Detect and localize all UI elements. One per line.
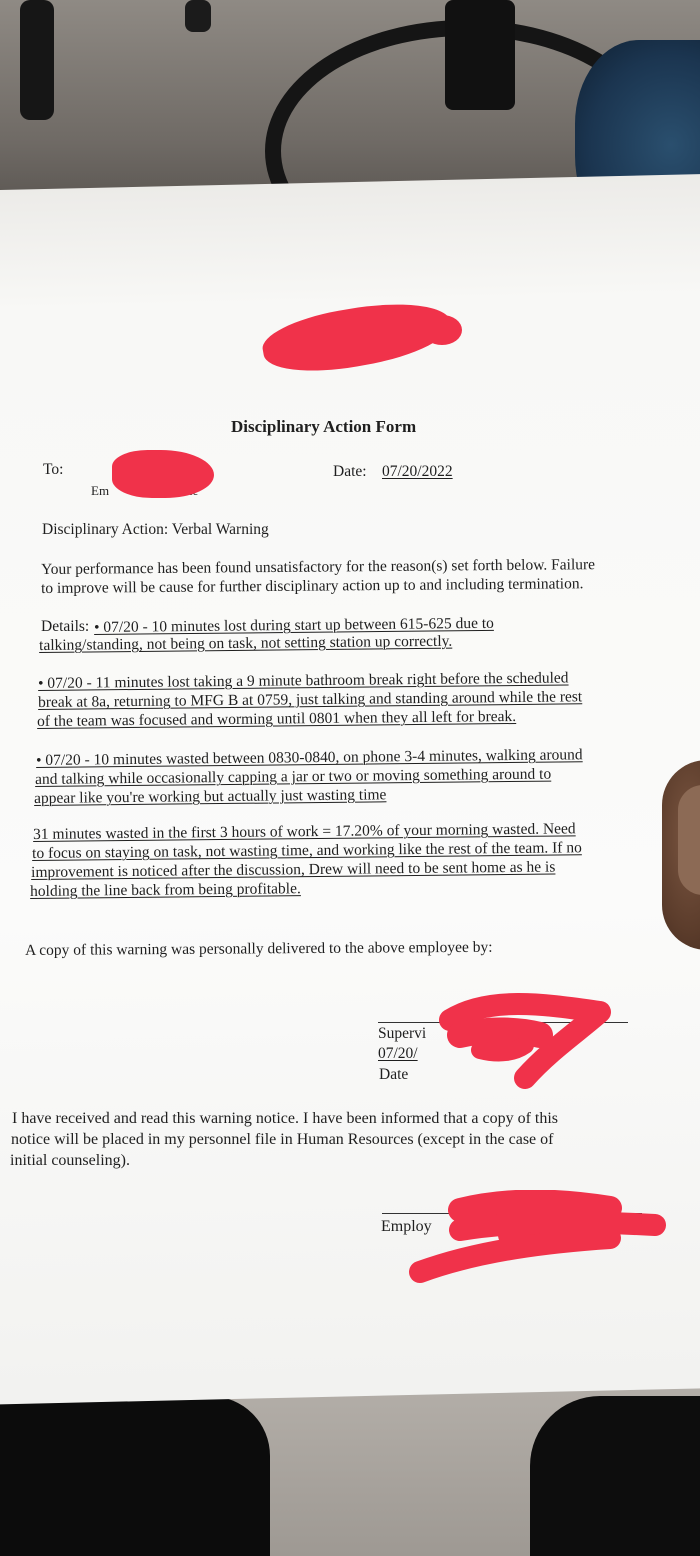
disciplinary-action-line: Disciplinary Action: Verbal Warning (42, 521, 269, 538)
chair-post (445, 0, 515, 110)
delivered-line: A copy of this warning was personally delivered to the above employee by: (25, 938, 493, 959)
summary-line-2: to focus on staying on task, not wasting time, and working like the rest of the team. If no (32, 839, 582, 862)
summary-line-1: 31 minutes wasted in the first 3 hours of work = 17.20% of your morning wasted. Need (33, 820, 576, 843)
employee-name-sublabel-left: Em (91, 483, 110, 498)
intro-line-1: Your performance has been found unsatisfactory for the reason(s) set forth below. Failure (41, 556, 596, 578)
to-label: To: (43, 461, 64, 478)
supervisor-date-value: 07/20/ (378, 1045, 418, 1062)
detail-3-line-1: • 07/20 - 10 minutes wasted between 0830-0840, on phone 3-4 minutes, walking around (36, 746, 583, 769)
thumb-nail (678, 785, 700, 895)
redaction-employee-signature (400, 1190, 670, 1290)
detail-2-line-3: of the team was focused and worming until 0801 when they all left for break. (37, 707, 517, 730)
supervisor-label: Supervi (378, 1025, 427, 1042)
detail-2-line-1: • 07/20 - 11 minutes lost taking a 9 minute bathroom break right before the scheduled (38, 669, 569, 692)
summary-line-3: improvement is noticed after the discussion, Drew will need to be sent home as he is (31, 858, 556, 881)
intro-line-2: to improve will be cause for further disciplinary action up to and including termination. (41, 575, 584, 597)
redaction-header-tail (422, 315, 462, 345)
detail-3-line-2: and talking while occasionally capping a jar or two or moving something around to (35, 765, 552, 788)
detail-2-line-2: break at 8a, returning to MFG B at 0759, just talking and standing around while the rest (38, 688, 583, 711)
supervisor-date-word: Date (379, 1066, 409, 1083)
details-label: Details: (41, 618, 90, 635)
acknowledgement-line-2: notice will be placed in my personnel file in Human Resources (except in the case of (11, 1131, 554, 1148)
employee-signature-label: Employ (381, 1218, 432, 1235)
date-label: Date: (333, 463, 367, 480)
chair-leg (20, 0, 54, 120)
detail-1-line-1: • 07/20 - 10 minutes lost during start up between 615-625 due to (94, 614, 494, 636)
summary-line-4: holding the line back from being profitable. (30, 880, 301, 900)
shoe-left (0, 1396, 270, 1556)
detail-3-line-3: appear like you're working but actually just wasting time (34, 786, 387, 807)
date-value: 07/20/2022 (382, 463, 453, 480)
chair-leg-small (185, 0, 211, 32)
detail-1-line-2: talking/standing, not being on task, not setting station up correctly. (39, 632, 453, 654)
form-title: Disciplinary Action Form (231, 417, 417, 436)
acknowledgement-line-3: initial counseling). (10, 1152, 130, 1169)
acknowledgement-line-1: I have received and read this warning notice. I have been informed that a copy of this (12, 1110, 559, 1127)
redaction-employee-name (112, 450, 214, 498)
redaction-supervisor-signature (430, 990, 630, 1090)
shoe-right (530, 1396, 700, 1556)
